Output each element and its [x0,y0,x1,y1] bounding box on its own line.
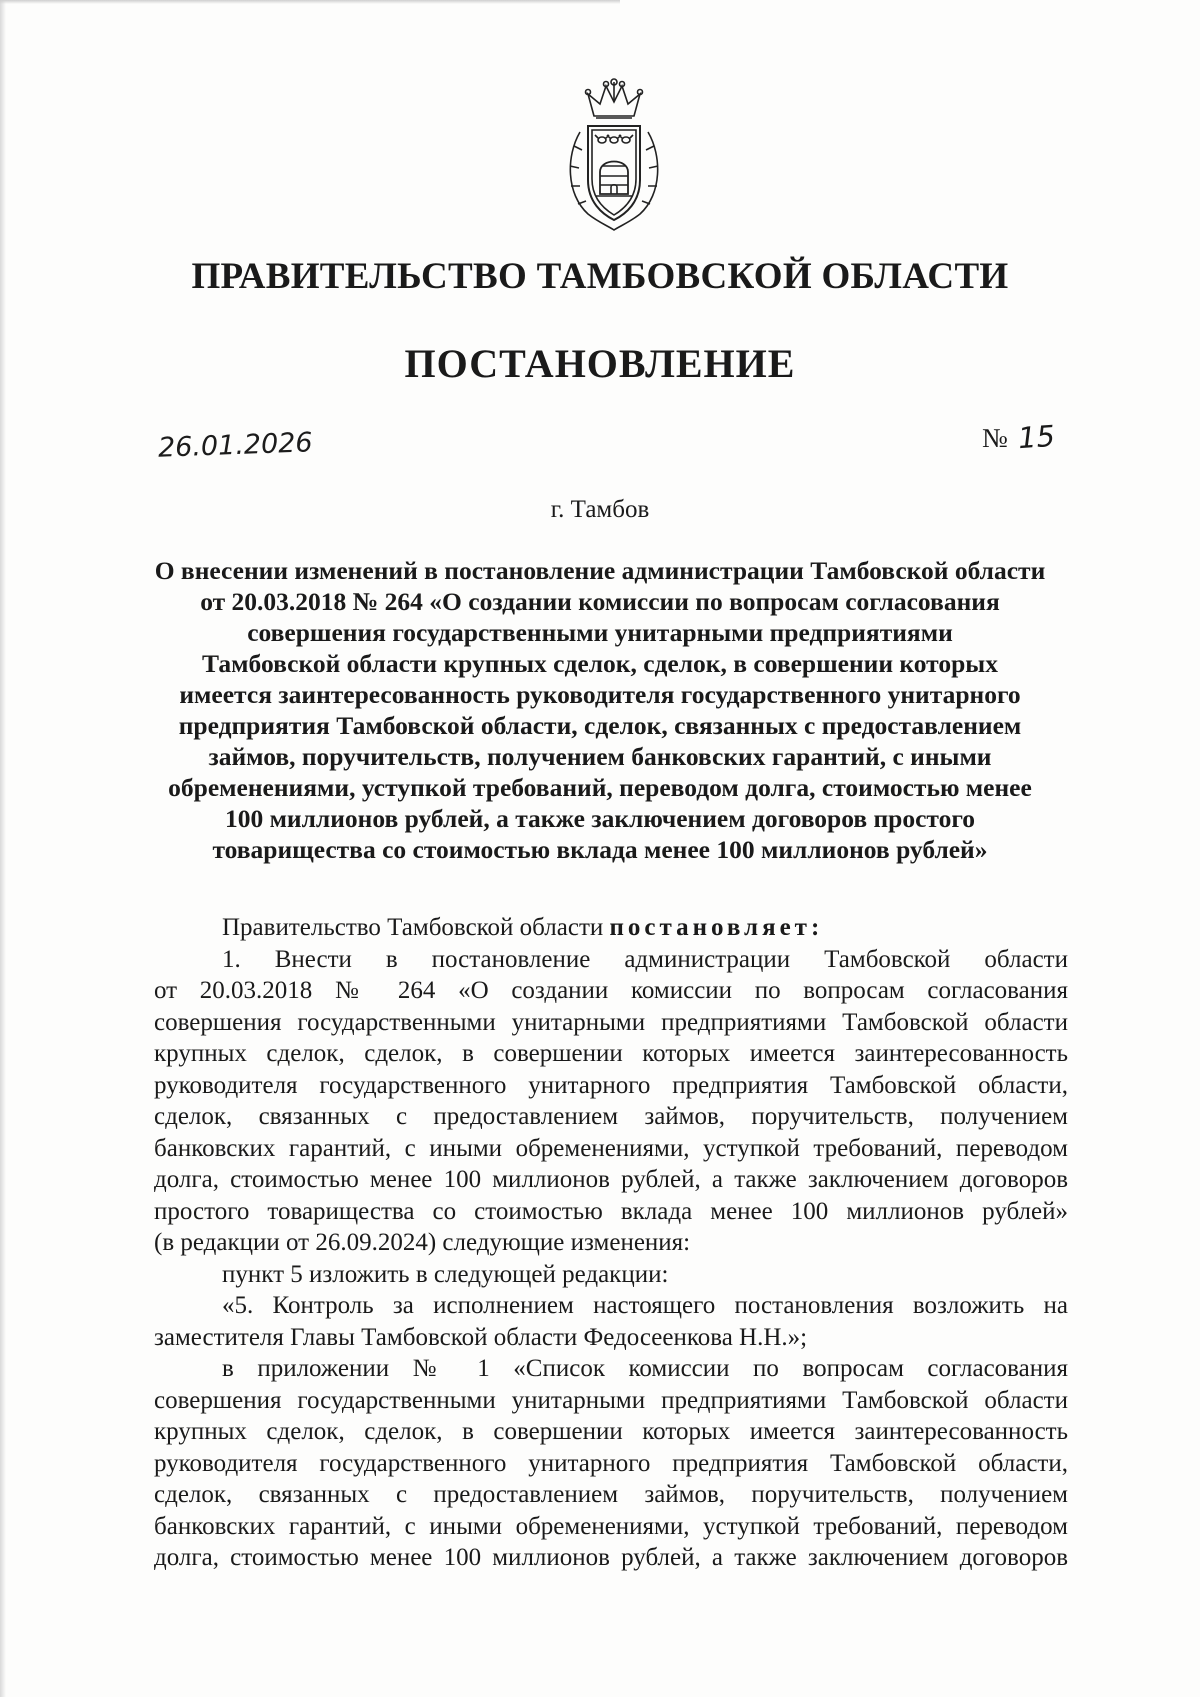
government-title: ПРАВИТЕЛЬСТВО ТАМБОВСКОЙ ОБЛАСТИ [191,256,1009,297]
body-line: совершения государственными унитарными предприятиями Тамбовской области [154,1386,1068,1414]
body-line: сделок, связанных с предоставлением займов, поручительств, получением [154,1481,1068,1508]
body-line: от 20.03.2018 № 264 «О создании комиссии по вопросам согласования [154,977,1068,1004]
document-body [154,912,1068,1574]
intro-verb: постановляет: [609,914,824,941]
body-line: заместителя Главы Тамбовской области Федосеенкова Н.Н.»; [154,1323,808,1351]
subject-line: О внесении изменений в постановление администрации Тамбовской области [154,556,1046,585]
body-line: совершения государственными унитарными предприятиями Тамбовской области [154,1008,1068,1036]
subject-line: Тамбовской области крупных сделок, сделок, в совершении которых [202,649,998,678]
intro-paragraph [154,912,1068,944]
body-line: крупных сделок, сделок, в совершении которых имеется заинтересованность [154,1418,1068,1445]
subject-line: займов, поручительств, получением банковских гарантий, с иными [208,742,992,771]
scan-shadow-top [0,0,620,4]
body-line: долга, стоимостью менее 100 миллионов рублей, а также заключением договоров [154,1544,1068,1571]
body-line: «5. Контроль за исполнением настоящего постановления возложить на [222,1292,1068,1319]
document-number [982,420,1055,454]
coat-of-arms-icon [558,76,670,234]
body-line: простого товарищества со стоимостью вклада менее 100 миллионов рублей» [154,1197,1068,1225]
body-line: сделок, связанных с предоставлением займов, поручительств, получением [154,1103,1068,1130]
body-line: 1. Внести в постановление администрации Тамбовской области [222,945,1068,973]
number-label: № [982,423,1008,453]
body-line: банковских гарантий, с иными обременениями, уступкой требований, переводом [154,1512,1068,1540]
body-line: долга, стоимостью менее 100 миллионов рублей, а также заключением договоров [154,1166,1068,1193]
body-line: руководителя государственного унитарного предприятия Тамбовской области, [154,1449,1068,1477]
subject-line: имеется заинтересованность руководителя государственного унитарного [179,680,1021,709]
subject-line: совершения государственными унитарными предприятиями [247,618,953,647]
subject-line: товарищества со стоимостью вклада менее 100 миллионов рублей» [212,835,988,864]
body-line: пункт 5 изложить в следующей редакции: [222,1260,669,1288]
body-line: банковских гарантий, с иными обременениями, уступкой требований, переводом [154,1134,1068,1162]
subject-line: обременениями, уступкой требований, переводом долга, стоимостью менее [168,773,1032,802]
body-line: руководителя государственного унитарного предприятия Тамбовской области, [154,1071,1068,1099]
document-subject [140,555,1060,865]
place-of-issue: г. Тамбов [550,496,650,523]
subject-line: от 20.03.2018 № 264 «О создании комиссии по вопросам согласования [200,587,1000,616]
subject-line: 100 миллионов рублей, а также заключением договоров простого [224,804,976,833]
document-date: 26.01.2026 [157,427,314,464]
body-line: крупных сделок, сделок, в совершении которых имеется заинтересованность [154,1040,1068,1067]
intro-text: Правительство Тамбовской области [222,914,610,941]
subject-line: предприятия Тамбовской области, сделок, связанных с предоставлением [178,711,1022,740]
document-type: ПОСТАНОВЛЕНИЕ [404,341,796,386]
number-value: 15 [1016,418,1056,456]
body-line: (в редакции от 26.09.2024) следующие изменения: [154,1229,691,1256]
body-line: в приложении № 1 «Список комиссии по вопросам согласования [222,1355,1068,1382]
